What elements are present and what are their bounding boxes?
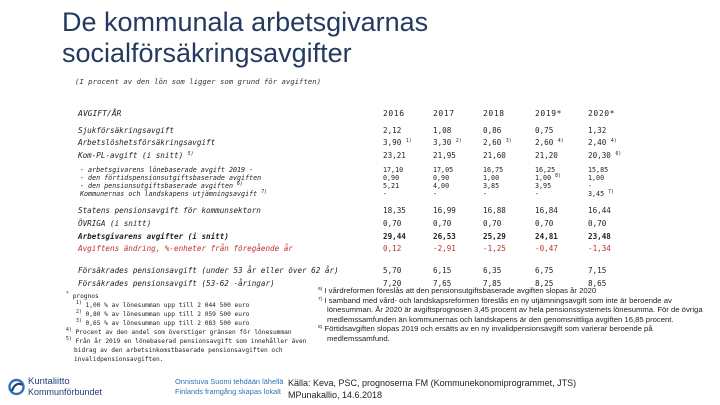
cell-value: 3,90 — [383, 138, 402, 147]
table-header-row — [0, 108, 720, 119]
row-label — [80, 190, 267, 198]
row-label: ÖVRIGA (i snitt) — [78, 219, 152, 228]
row-label: Arbetsgivarens avgifter (i snitt) — [78, 232, 229, 241]
footnote — [318, 296, 712, 325]
table-cell: 0,90 — [433, 174, 450, 182]
cell-value: 2,60 — [535, 138, 554, 147]
table-cell — [433, 137, 462, 148]
footnote-mark: 6) — [318, 287, 323, 292]
row-label: Arbetslöshetsförsäkringsavgift — [78, 138, 216, 147]
footnote-ref: 6) — [615, 152, 622, 157]
cell-value: 2,40 — [588, 138, 607, 147]
footnote — [76, 319, 316, 328]
row-label: - den förtidspensionsutgiftsbaserade avgiften — [80, 174, 262, 182]
header-year: 2016 — [383, 109, 405, 118]
footnote-text: 1,00 % av lönesumman upp till 2 044 500 euro — [85, 302, 250, 309]
source-note — [288, 377, 576, 401]
footnote-mark: 4) — [66, 328, 72, 333]
table-cell — [483, 137, 512, 148]
footnote — [318, 286, 712, 296]
table-cell: 23,21 — [383, 151, 406, 160]
slide-subtitle: (I procent av den lön som ligger som grund för avgiften) — [75, 77, 322, 86]
table-cell: 0,90 — [383, 174, 400, 182]
table-cell: 1,32 — [588, 126, 607, 135]
footnotes-right — [318, 286, 712, 344]
footnote-mark: 3) — [76, 319, 82, 324]
header-year: 2020* — [588, 109, 616, 118]
footnote-mark: 2) — [76, 310, 82, 315]
table-row — [0, 218, 720, 229]
table-cell: 0,70 — [383, 219, 402, 228]
row-label-text: - den pensionsutgiftsbaserade avgiften — [80, 182, 233, 190]
row-label — [78, 150, 194, 161]
table-cell: 16,75 — [483, 166, 504, 174]
footnote-text: I vårdreformen föreslås att den pensionsutgiftsbaserade avgiften slopas år 2020 — [324, 286, 597, 295]
slogan — [175, 377, 283, 396]
table-cell: 26,53 — [433, 232, 456, 241]
footnote-ref: 1) — [405, 139, 412, 144]
table-cell: 1,00 — [588, 174, 605, 182]
row-label: Statens pensionsavgift för kommunsektorn — [78, 206, 261, 215]
author-date: MPunakallio, 14.6.2018 — [288, 390, 383, 400]
footnote-text: Från år 2019 en lönebaserad pensionsavgift som innehåller även bidrag av den arbetsinkomstbaserade pensionsavgiften och invalidpensionsavgiften. — [74, 338, 307, 363]
footnote-text: 0,80 % av lönesumman upp till 2 059 500 euro — [85, 311, 250, 318]
table-cell: 3,85 — [483, 182, 500, 190]
table-subrow — [0, 166, 720, 174]
table-cell: 0,86 — [483, 126, 502, 135]
table-cell: 4,00 — [433, 182, 450, 190]
table-cell: 24,81 — [535, 232, 558, 241]
logo-text-sv: Kommunförbundet — [28, 387, 103, 397]
table-row — [0, 150, 720, 161]
footnote-ref: 8) — [555, 174, 561, 179]
table-cell: 1,08 — [433, 126, 452, 135]
footnote — [318, 324, 712, 343]
table-cell: 0,70 — [433, 219, 452, 228]
table-cell: 6,35 — [483, 266, 502, 275]
footnote-text: 0,65 % av lönesumman upp till 2 083 500 euro — [85, 320, 250, 327]
table-cell: 7,20 — [383, 279, 402, 288]
footnote — [66, 328, 316, 337]
table-cell: 7,65 — [433, 279, 452, 288]
table-cell: 16,88 — [483, 206, 506, 215]
table-cell: -2,91 — [433, 244, 456, 253]
slide-title-line: De kommunala arbetsgivarnas — [62, 7, 429, 37]
footnote-mark: 5) — [66, 337, 72, 342]
table-cell: 0,70 — [588, 219, 607, 228]
row-label-text: Kommunernas och landskapens utjämningsavgift — [80, 190, 258, 198]
table-cell: 25,29 — [483, 232, 506, 241]
cell-value: 20,30 — [588, 151, 611, 160]
footnote — [76, 310, 316, 319]
footnote-ref: 7) — [261, 190, 267, 195]
table-cell — [535, 137, 564, 148]
row-label: Försäkrades pensionsavgift (53-62 -åringar) — [78, 279, 275, 288]
header-year: 2017 — [433, 109, 455, 118]
footnote-mark: * — [66, 292, 69, 297]
table-cell: 5,70 — [383, 266, 402, 275]
footnote-ref: 3) — [505, 139, 512, 144]
table-cell: -1,25 — [483, 244, 506, 253]
row-label-text: Kom-PL-avgift (i snitt) — [78, 151, 184, 160]
footnote — [66, 337, 316, 364]
table-cell: - — [433, 190, 438, 198]
footnote — [76, 301, 316, 310]
table-cell: -1,34 — [588, 244, 611, 253]
table-change-row — [0, 243, 720, 254]
footnote-ref: 6) — [237, 182, 243, 187]
table-cell — [588, 150, 621, 161]
footnote-mark: 7) — [318, 296, 323, 302]
footnote-mark: 1) — [76, 301, 82, 306]
footnote-text: Förtidsavgiften slopas 2019 och ersätts av en ny invalidpensionsavgift som varierar beroende på medlemssamfund. — [324, 324, 653, 343]
footnote-prognos — [66, 292, 316, 301]
footnote-text: Procent av den andel som överstiger gränsen för lönesumman — [75, 329, 292, 336]
table-cell — [588, 190, 614, 198]
table-cell — [588, 137, 617, 148]
table-cell: 21,60 — [483, 151, 506, 160]
kuntaliitto-logo-icon — [8, 376, 25, 403]
row-label — [80, 182, 243, 190]
cell-value: 3,45 — [588, 190, 605, 198]
table-cell: -0,47 — [535, 244, 558, 253]
table-cell: 1,00 — [483, 174, 500, 182]
table-cell — [383, 137, 412, 148]
table-cell: 0,70 — [483, 219, 502, 228]
footnote-ref: 4) — [610, 139, 617, 144]
table-cell: 18,35 — [383, 206, 406, 215]
table-cell: - — [535, 190, 540, 198]
table-cell: 7,15 — [588, 266, 607, 275]
table-subrow — [0, 174, 720, 182]
table-cell: 16,25 — [535, 166, 556, 174]
footnote-text: I samband med vård- och landskapsreformen föreslås en ny utjämningsavgift som inte är beroende av lönesumman. År 2020 är avgiftsprognosen 3,45 procent av hela pensionssystemets lönesumma. För de övriga medlemssamfunden än kommunernas och landskapens är den genomsnittliga avgiften 16,85 procent. — [324, 295, 703, 324]
kuntaliitto-logo — [8, 373, 128, 401]
slogan-fi: Onnistuva Suomi tehdään lähellä — [175, 377, 284, 386]
row-label: Sjukförsäkringsavgift — [78, 126, 175, 135]
table-cell: - — [588, 182, 593, 190]
footnote-text: prognos — [72, 293, 99, 300]
row-label: Försäkrades pensionsavgift (under 53 år eller över 62 år) — [78, 266, 339, 275]
table-cell: 5,21 — [383, 182, 400, 190]
table-cell: 21,20 — [535, 151, 558, 160]
footnotes-left — [66, 292, 316, 364]
table-cell: 7,85 — [483, 279, 502, 288]
table-cell: 21,95 — [433, 151, 456, 160]
table-cell: 3,95 — [535, 182, 552, 190]
table-cell: 0,75 — [535, 126, 554, 135]
footnote-ref: 4) — [557, 139, 564, 144]
table-cell: - — [383, 190, 388, 198]
cell-value: 2,60 — [483, 138, 502, 147]
table-cell: - — [483, 190, 488, 198]
table-cell: 0,12 — [383, 244, 402, 253]
table-cell: 17,05 — [433, 166, 454, 174]
table-cell: 23,48 — [588, 232, 611, 241]
slide-title-line: socialförsäkringsavgifter — [62, 38, 352, 68]
table-cell: 0,70 — [535, 219, 554, 228]
source-text: Källa: Keva, PSC, prognoserna FM (Kommunekonomiprogrammet, JTS) — [288, 378, 577, 388]
table-cell: 6,75 — [535, 266, 554, 275]
table-row — [0, 137, 720, 148]
header-label: AVGIFT/ÅR — [78, 109, 122, 118]
header-year: 2018 — [483, 109, 505, 118]
footnote-ref: 2) — [455, 139, 462, 144]
footnote-mark: 8) — [318, 325, 323, 331]
table-cell: 15,85 — [588, 166, 609, 174]
table-cell: 29,44 — [383, 232, 406, 241]
table-cell: 8,65 — [588, 279, 607, 288]
footnote-ref: 7) — [608, 190, 614, 195]
cell-value: 3,30 — [433, 138, 452, 147]
table-row — [0, 125, 720, 136]
table-cell: 16,84 — [535, 206, 558, 215]
table-cell: 8,25 — [535, 279, 554, 288]
table-cell: 16,44 — [588, 206, 611, 215]
row-label: Avgiftens ändring, %-enheter från föregående år — [78, 244, 293, 253]
table-cell: 17,10 — [383, 166, 404, 174]
table-cell: 16,99 — [433, 206, 456, 215]
row-label: - arbetsgivarens lönebaserade avgift 2019 - — [80, 166, 254, 174]
footnote-ref: 5) — [187, 152, 194, 157]
table-subrow — [0, 182, 720, 190]
table-cell — [535, 174, 561, 182]
cell-value: 1,00 — [535, 174, 552, 182]
table-subrow — [0, 190, 720, 198]
table-cell: 2,12 — [383, 126, 402, 135]
slogan-sv: Finlands framgång skapas lokalt — [175, 386, 281, 396]
logo-text-fi: Kuntaliitto — [28, 376, 70, 387]
table-total-row — [0, 231, 720, 242]
table-row — [0, 205, 720, 216]
table-cell: 6,15 — [433, 266, 452, 275]
header-year: 2019* — [535, 109, 563, 118]
slide-title — [62, 7, 428, 69]
table-row — [0, 265, 720, 276]
